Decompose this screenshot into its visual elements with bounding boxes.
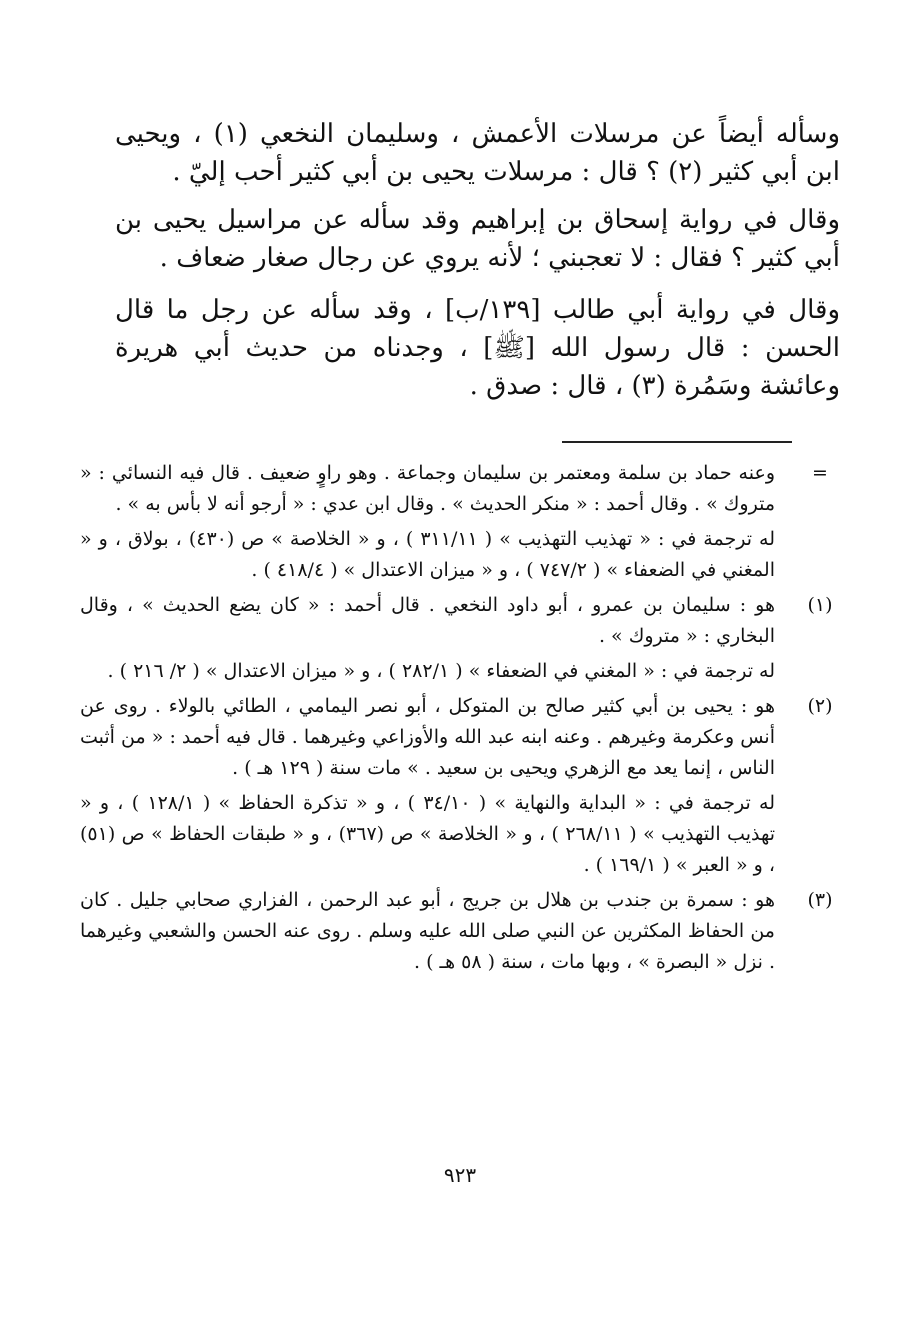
footnote-paragraph: له ترجمة في : « المغني في الضعفاء » ( ٢٨٢/١ ) ، و « ميزان الاعتدال » ( ٢/ ٢١٦ ) .: [107, 660, 775, 682]
footnote-paragraph: له ترجمة في : « البداية والنهاية » ( ٣٤/١٠ ) ، و « تذكرة الحفاظ » ( ١٢٨/١ ) ، و « تهذيب التهذيب » ( ٢٦٨/١١ ) ، و « الخلاصة » ص (٣٦٧) ، و « طبقات الحفاظ » ص (٥١) ، و « العبر » ( ١٦٩/١ ) .: [80, 792, 775, 876]
footnote-paragraph: هو : سمرة بن جندب بن هلال بن جريج ، أبو عبد الرحمن ، الفزاري صحابي جليل . كان من الحفاظ المكثرين عن النبي صلى الله عليه وسلم . روى عنه الحسن والشعبي وغيرهما . نزل « البصرة » ، وبها مات ، سنة ( ٥٨ هـ ) .: [80, 889, 775, 973]
footnote-marker: (١): [807, 594, 833, 616]
page-number: ٩٢٣: [443, 1163, 477, 1187]
footnote-3: [80, 885, 840, 978]
main-paragraph-2: وقال في رواية إسحاق بن إبراهيم وقد سأله عن مراسيل يحيى بن أبي كثير ؟ فقال : لا تعجبني ؛ لأنه يروي عن رجال صغار ضعاف .: [115, 205, 840, 273]
footnote-marker: =: [812, 462, 828, 484]
footnote-marker: (٣): [807, 889, 833, 911]
footnote-divider: [562, 441, 792, 443]
footnote-continued: [80, 458, 840, 586]
footnote-2: [80, 691, 840, 881]
main-paragraph-3: وقال في رواية أبي طالب [١٣٩/ب] ، وقد سأله عن رجل ما قال الحسن : قال رسول الله [ﷺ] ، وجدناه من حديث أبي هريرة وعائشة وسَمُرة (٣) ، قال : صدق .: [115, 295, 840, 401]
main-text: [115, 115, 840, 405]
footnote-paragraph: له ترجمة في : « تهذيب التهذيب » ( ٣١١/١١ ) ، و « الخلاصة » ص (٤٣٠) ، بولاق ، و « المغني في الضعفاء » ( ٧٤٧/٢ ) ، و « ميزان الاعتدال » ( ٤١٨/٤ ) .: [80, 528, 775, 581]
footnote-marker: (٢): [807, 695, 833, 717]
footnote-paragraph: وعنه حماد بن سلمة ومعتمر بن سليمان وجماعة . وهو راوٍ ضعيف . قال فيه النسائي : « متروك » . وقال أحمد : « منكر الحديث » . وقال ابن عدي : « أرجو أنه لا بأس به » .: [80, 462, 775, 515]
footnote-paragraph: هو : سليمان بن عمرو ، أبو داود النخعي . قال أحمد : « كان يضع الحديث » ، وقال البخاري : « متروك » .: [80, 594, 775, 647]
footnotes: [80, 458, 840, 978]
footnote-1: [80, 590, 840, 687]
main-paragraph-1: وسأله أيضاً عن مرسلات الأعمش ، وسليمان النخعي (١) ، ويحيى ابن أبي كثير (٢) ؟ قال : مرسلات يحيى بن أبي كثير أحب إليّ .: [115, 119, 841, 187]
footnote-paragraph: هو : يحيى بن أبي كثير صالح بن المتوكل ، أبو نصر اليمامي ، الطائي بالولاء . روى عن أنس وعكرمة وغيرهم . وعنه ابنه عبد الله والأوزاعي وغيرهما . قال فيه أحمد : « من أثبت الناس ، إنما يعد مع الزهري ويحيى بن سعيد . » مات سنة ( ١٢٩ هـ ) .: [80, 695, 775, 779]
